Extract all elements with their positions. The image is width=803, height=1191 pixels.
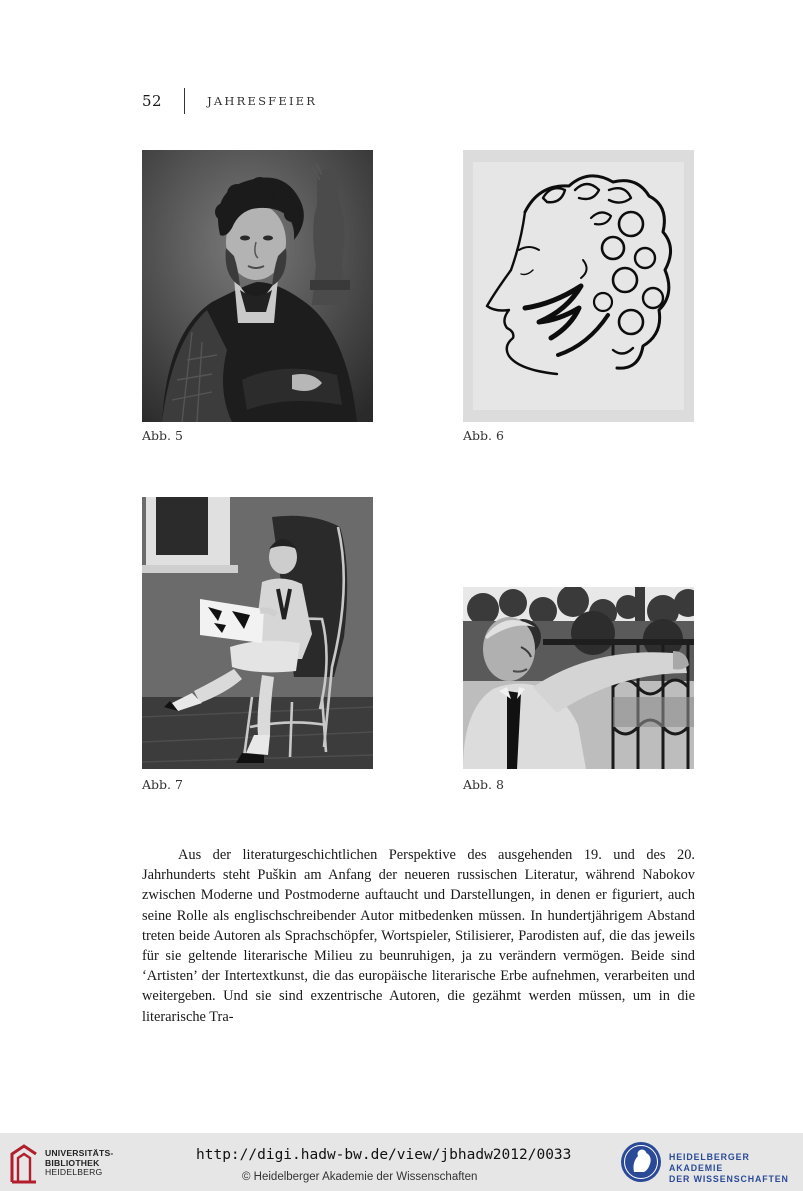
running-header: [142, 88, 317, 114]
footer-bar: [0, 1133, 803, 1191]
figure-caption: Abb. 5: [142, 428, 183, 443]
library-name-line: BIBLIOTHEK: [45, 1157, 100, 1168]
figure-caption: Abb. 8: [463, 777, 504, 792]
header-divider: [184, 88, 185, 114]
figure-profile-sketch: [463, 150, 694, 422]
academy-seal-icon: [620, 1140, 662, 1184]
academy-name: [669, 1152, 803, 1185]
university-library-name: [45, 1149, 114, 1178]
source-url-link[interactable]: http://digi.hadw-bw.de/view/jbhadw2012/0033: [196, 1147, 572, 1163]
figure-caption: Abb. 7: [142, 777, 183, 792]
university-library-logo-icon: [8, 1142, 40, 1184]
figure-man-photo: [463, 587, 694, 769]
academy-name-line: HEIDELBERGER AKADEMIE: [669, 1152, 750, 1173]
figure-boy-photo: [142, 497, 373, 769]
copyright-notice: © Heidelberger Akademie der Wissenschaften: [242, 1171, 478, 1183]
figure-caption: Abb. 6: [463, 428, 504, 443]
page-number: 52: [142, 92, 163, 110]
library-name-line: HEIDELBERG: [45, 1167, 103, 1177]
figure-portrait-painting: [142, 150, 373, 422]
body-paragraph: Aus der literaturgeschichtlichen Perspektive des ausgehenden 19. und des 20. Jahrhunderts steht Puškin am Anfang der neueren russischen Literatur, während Nabokov zwischen Moderne und Postmoderne auftaucht und Darstellungen, in denen er figuriert, auch seine Rolle als englischschreibender Autor mitbedenken müssen. In hundertjährigem Abstand treten beide Autoren als Sprachschöpfer, Wortspieler, Stilisierer, Parodisten auf, die das jeweils für sie geltende literarische Milieu zu beunruhigen, ja zu verändern vermögen. Beide sind ‘Artisten’ der Intertextkunst, die das europäische literarische Erbe aufnehmen, verarbeiten und weitergeben. Und sie sind exzentrische Autoren, die gezähmt werden müssen, um in die literarische Tra-: [142, 847, 695, 1025]
library-name-line: UNIVERSITÄTS-: [45, 1148, 114, 1158]
academy-name-line: DER WISSENSCHAFTEN: [669, 1174, 789, 1184]
running-title: JAHRESFEIER: [207, 94, 318, 108]
